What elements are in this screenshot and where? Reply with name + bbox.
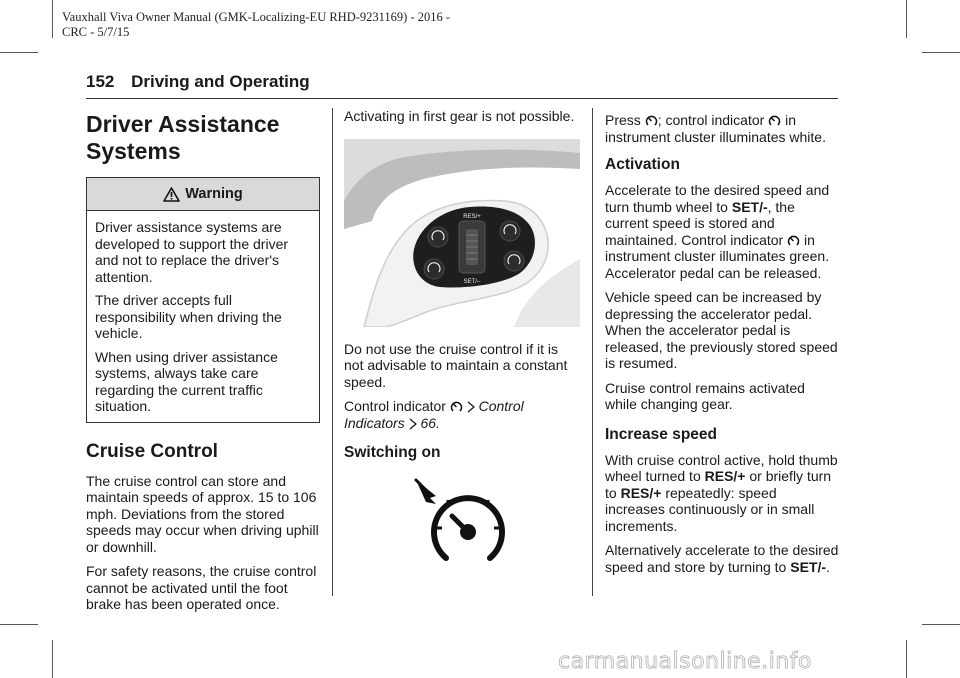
bold-term: RES/+ [620, 484, 662, 501]
text-run: With cruise control active, hold thumb wheel turned to [605, 451, 838, 484]
warning-header [87, 178, 319, 211]
indicator-prefix: Control indicator [344, 398, 450, 414]
paragraph: For safety reasons, the cruise control cannot be activated until the foot brake has been operated once. [86, 563, 317, 612]
crop-mark [0, 624, 38, 625]
text-run: ; control indicator [657, 112, 769, 128]
paragraph: Activating in first gear is not possible. [344, 108, 575, 124]
bold-term: RES/+ [704, 468, 746, 484]
reference-arrow-icon [467, 401, 475, 413]
steering-wheel-illustration [344, 139, 580, 327]
running-header [86, 72, 310, 92]
crop-mark [922, 52, 960, 53]
cruise-control-icon [645, 114, 658, 127]
text-run: in instrument cluster illuminates white. [605, 112, 826, 145]
watermark-text: carmanualsonline.info [558, 649, 812, 674]
warning-box [86, 177, 320, 423]
text-run: . [826, 558, 830, 575]
wheel-label-res: RES/+ [463, 213, 481, 220]
cruise-control-button-icon [412, 476, 512, 564]
column-divider [592, 108, 593, 596]
section-title-line: Systems [86, 138, 181, 164]
paragraph [605, 112, 840, 145]
paragraph: Vehicle speed can be increased by depressing the accelerator pedal. When the accelerator pedal is released, the previously stored speed is resumed. [605, 289, 838, 371]
text-run: in instrument cluster illuminates green. Accelerator pedal can be released. [605, 231, 830, 281]
paragraph: Cruise control remains activated while changing gear. [605, 379, 805, 412]
text-run: Press [605, 112, 645, 128]
warning-icon [163, 187, 180, 202]
column-2 [344, 108, 580, 564]
text-run: or briefly turn to [605, 468, 832, 501]
wheel-label-set: SET/– [463, 278, 481, 285]
print-meta-line: CRC - 5/7/15 [62, 25, 130, 39]
subsection-title: Cruise Control [86, 440, 218, 462]
subsection-title: Switching on [344, 444, 441, 461]
crop-mark [922, 624, 960, 625]
crop-mark [906, 0, 907, 38]
paragraph [605, 452, 840, 535]
chapter-title: Driving and Operating [131, 72, 310, 91]
text-run: Alternatively accelerate to the desired speed and store by turning to [605, 542, 839, 575]
reference-link[interactable]: Control Indicators [344, 398, 524, 431]
column-3 [605, 108, 840, 583]
print-meta [62, 10, 450, 40]
cruise-control-icon [450, 400, 463, 413]
warning-body [87, 211, 319, 415]
paragraph: The cruise control can store and maintain speeds of approx. 15 to 106 mph. Deviations from the stored speeds may occur when driving uphill or downhill. [86, 472, 319, 555]
warning-label: Warning [185, 185, 243, 202]
subsection-title: Increase speed [605, 425, 718, 443]
text-run: Accelerate to the desired speed and turn thumb wheel to [605, 182, 830, 215]
section-title-line: Driver Assistance [86, 111, 280, 137]
reference-arrow-icon [409, 418, 417, 430]
cross-reference [344, 398, 580, 431]
warning-paragraph: The driver accepts full responsibility when driving the vehicle. [95, 292, 282, 341]
page-number: 152 [86, 72, 115, 91]
crop-mark [0, 52, 38, 53]
crop-mark [52, 0, 53, 38]
cruise-control-icon [768, 114, 781, 127]
paragraph [605, 542, 840, 575]
watermark [558, 646, 950, 674]
section-title [86, 111, 320, 165]
paragraph [605, 182, 840, 281]
column-1 [86, 108, 320, 621]
bold-term: SET/- [731, 198, 768, 215]
text-run: repeatedly: speed increases continuously or in small increments. [605, 484, 815, 534]
warning-paragraph: When using driver assistance systems, always take care regarding the current traffic situation. [95, 348, 278, 414]
text-run: , the current speed is stored and maintained. Control indicator [605, 198, 795, 248]
bold-term: SET/- [790, 558, 827, 575]
crop-mark [52, 640, 53, 678]
reference-page[interactable]: 66. [420, 414, 440, 431]
paragraph: Do not use the cruise control if it is not advisable to maintain a constant speed. [344, 340, 568, 390]
warning-paragraph: Driver assistance systems are developed to support the driver and not to replace the driver's attention. [95, 219, 289, 285]
header-rule [86, 98, 838, 99]
subsection-title: Activation [605, 156, 680, 173]
column-divider [332, 108, 333, 596]
cruise-control-icon [787, 234, 800, 247]
print-meta-line: Vauxhall Viva Owner Manual (GMK-Localizing-EU RHD-9231169) - 2016 - [62, 10, 451, 24]
